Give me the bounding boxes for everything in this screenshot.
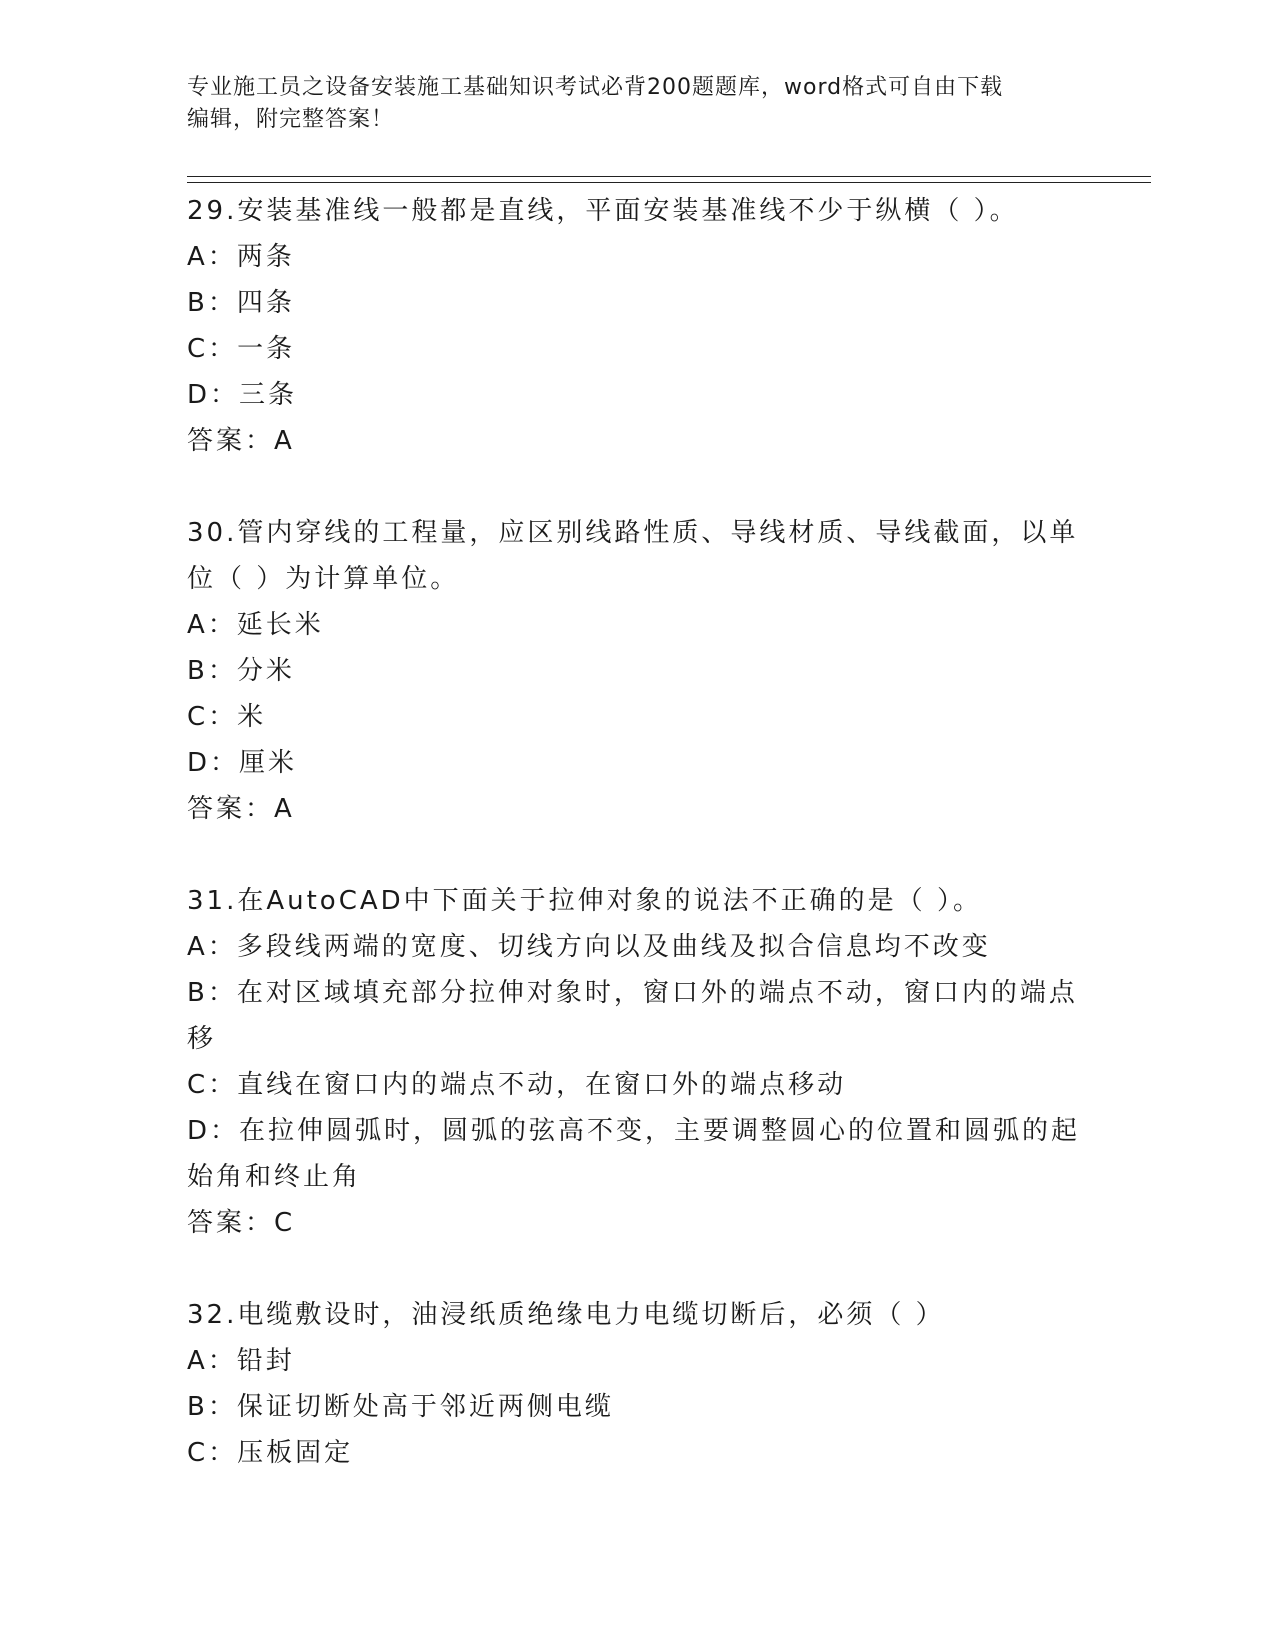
option-b: B：分米 xyxy=(187,656,295,686)
question-stem: 29.安装基准线一般都是直线，平面安装基准线不少于纵横（ ）。 xyxy=(187,196,1019,226)
question-spacer xyxy=(187,464,1087,510)
option-d: D：在拉伸圆弧时，圆弧的弦高不变，主要调整圆心的位置和圆弧的起 xyxy=(187,1116,1081,1146)
option-d: D：厘米 xyxy=(187,748,298,778)
question-spacer xyxy=(187,1246,1087,1292)
header-line-2: 编辑，附完整答案！ xyxy=(187,107,395,132)
option-b: B：四条 xyxy=(187,288,295,318)
question-block xyxy=(187,1292,1087,1476)
question-list xyxy=(187,188,1087,1476)
question-block xyxy=(187,188,1087,464)
answer-line: 答案：A xyxy=(187,426,295,456)
header-divider-top xyxy=(187,176,1151,177)
answer-line: 答案：A xyxy=(187,794,295,824)
question-stem: 31.在AutoCAD中下面关于拉伸对象的说法不正确的是（ ）。 xyxy=(187,886,982,916)
question-stem: 位（ ）为计算单位。 xyxy=(187,564,460,594)
option-b: B：保证切断处高于邻近两侧电缆 xyxy=(187,1392,614,1422)
option-c: C：压板固定 xyxy=(187,1438,354,1468)
option-c: C：米 xyxy=(187,702,267,732)
option-b: B：在对区域填充部分拉伸对象时，窗口外的端点不动，窗口内的端点 xyxy=(187,978,1078,1008)
question-block xyxy=(187,510,1087,832)
option-a: A：两条 xyxy=(187,242,295,272)
document-header xyxy=(187,72,1087,136)
option-d: 始角和终止角 xyxy=(187,1162,362,1192)
option-c: C：一条 xyxy=(187,334,296,364)
question-stem: 32.电缆敷设时，油浸纸质绝缘电力电缆切断后，必须（ ） xyxy=(187,1300,945,1330)
question-stem: 30.管内穿线的工程量，应区别线路性质、导线材质、导线截面，以单 xyxy=(187,518,1079,548)
header-divider-bottom xyxy=(187,182,1151,183)
question-block xyxy=(187,878,1087,1246)
option-a: A：多段线两端的宽度、切线方向以及曲线及拟合信息均不改变 xyxy=(187,932,991,962)
question-spacer xyxy=(187,832,1087,878)
option-a: A：铅封 xyxy=(187,1346,295,1376)
answer-line: 答案：C xyxy=(187,1208,296,1238)
header-line-1: 专业施工员之设备安装施工基础知识考试必背200题题库，word格式可自由下载 xyxy=(187,75,1004,100)
option-c: C：直线在窗口内的端点不动，在窗口外的端点移动 xyxy=(187,1070,847,1100)
option-a: A：延长米 xyxy=(187,610,324,640)
option-b: 移 xyxy=(187,1024,217,1054)
option-d: D：三条 xyxy=(187,380,298,410)
